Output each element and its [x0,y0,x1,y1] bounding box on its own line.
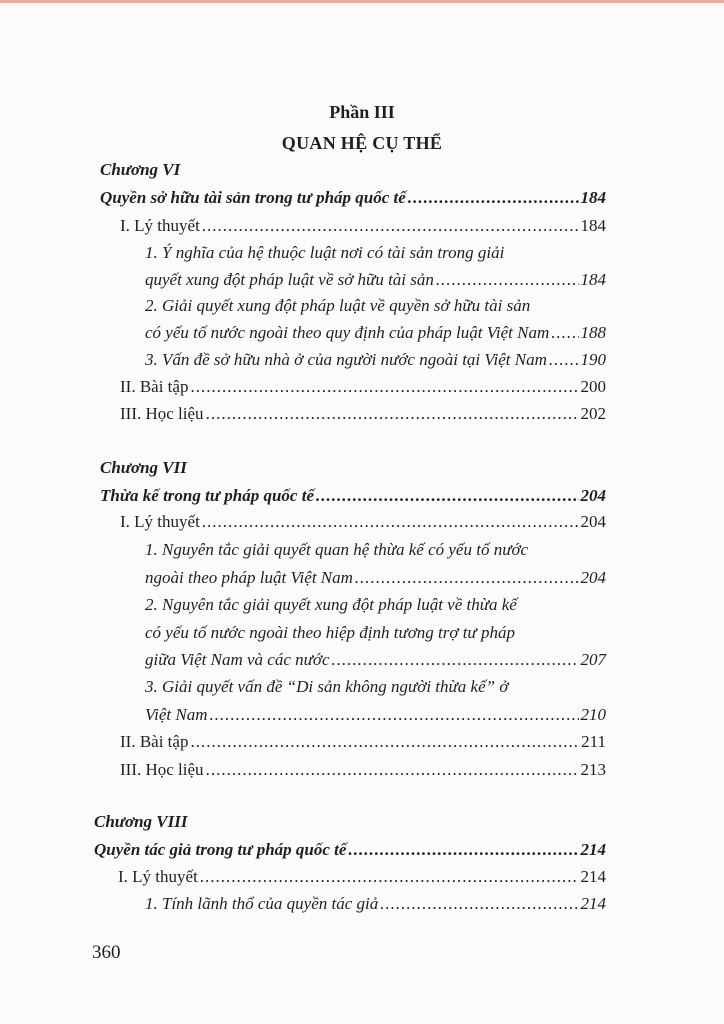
toc-subentry: 2. Giải quyết xung đột pháp luật về quyền sở hữu tài sản [145,296,531,315]
page-ref: 184 [580,270,606,289]
page-ref: 204 [580,568,606,587]
page-ref: 213 [580,760,606,779]
leader-dots [200,867,579,887]
toc-subentry: có yếu tố nước ngoài theo quy định của pháp luật Việt Nam ..... 188 [145,323,606,349]
chapter-title: Quyền tác giả trong tư pháp quốc tế [94,840,347,859]
leader-dots [408,188,579,208]
leader-dots [209,705,578,725]
toc-subentry: ngoài theo pháp luật Việt Nam ..... 204 [145,568,606,594]
toc-entry: II. Bài tập ..... 200 [120,377,606,403]
chapter-title-entry [100,486,606,512]
leader-dots [380,894,578,914]
page-ref: 184 [580,188,606,207]
toc-subentry: có yếu tố nước ngoài theo hiệp định tương trợ tư pháp [145,623,515,642]
chapter-title: Quyền sở hữu tài sản trong tư pháp quốc tế [100,188,406,207]
leader-dots [190,732,579,752]
toc-entry: III. Học liệu ..... 202 [120,404,606,430]
page-ref: 214 [580,867,606,886]
page-ref: 202 [580,404,606,423]
toc-subentry: Việt Nam ..... 210 [145,705,606,731]
toc-entry: III. Học liệu ..... 213 [120,760,606,786]
toc-entry: II. Bài tập ..... 211 [120,732,606,758]
page-ref: 211 [581,732,606,751]
toc-subentry: giữa Việt Nam và các nước ..... 207 [145,650,606,676]
leader-dots [206,760,579,780]
toc-subentry: 2. Nguyên tắc giải quyết xung đột pháp luật về thừa kế [145,595,517,614]
part-label: Phần III [329,102,395,122]
chapter-heading: Chương VI [100,160,181,179]
toc-subentry: 1. Tính lãnh thổ của quyền tác giả ..... 214 [145,894,606,920]
leader-dots [316,486,579,506]
toc-entry: I. Lý thuyết ..... 204 [120,512,606,538]
part-title: QUAN HỆ CỤ THỂ [281,133,443,153]
leader-dots [551,323,578,343]
toc-subentry: 1. Nguyên tắc giải quyết quan hệ thừa kế có yếu tố nước [145,540,529,559]
page-ref: 200 [580,377,606,396]
chapter-title-entry [100,188,606,214]
leader-dots [332,650,579,670]
chapter-heading: Chương VIII [94,812,188,831]
leader-dots [202,216,579,236]
leader-dots [549,350,579,370]
leader-dots [355,568,579,588]
toc-subentry: 3. Giải quyết vấn đề “Di sản không người thừa kế” ở [145,677,509,696]
page-ref: 207 [580,650,606,669]
chapter-title-entry [94,840,606,866]
leader-dots [206,404,579,424]
toc-subentry: 3. Vấn đề sở hữu nhà ở của người nước ngoài tại Việt Nam ..... 190 [145,350,606,376]
page-ref: 210 [580,705,606,724]
toc-entry: I. Lý thuyết ..... 184 [120,216,606,242]
page-ref: 214 [580,894,606,913]
page-ref: 188 [580,323,606,342]
toc-subentry: quyết xung đột pháp luật về sở hữu tài sản ..... 184 [145,270,606,296]
chapter-title: Thừa kế trong tư pháp quốc tế [100,486,314,505]
page-ref: 204 [580,486,606,505]
toc-entry: I. Lý thuyết ..... 214 [118,867,606,893]
leader-dots [348,840,578,860]
page-ref: 184 [580,216,606,235]
leader-dots [190,377,578,397]
page-ref: 204 [580,512,606,531]
leader-dots [202,512,579,532]
page-ref: 190 [580,350,606,369]
chapter-heading: Chương VII [100,458,187,477]
page-ref: 214 [580,840,606,859]
toc-subentry: 1. Ý nghĩa của hệ thuộc luật nơi có tài sản trong giải [145,243,505,262]
page-number: 360 [92,942,121,963]
leader-dots [436,270,579,290]
